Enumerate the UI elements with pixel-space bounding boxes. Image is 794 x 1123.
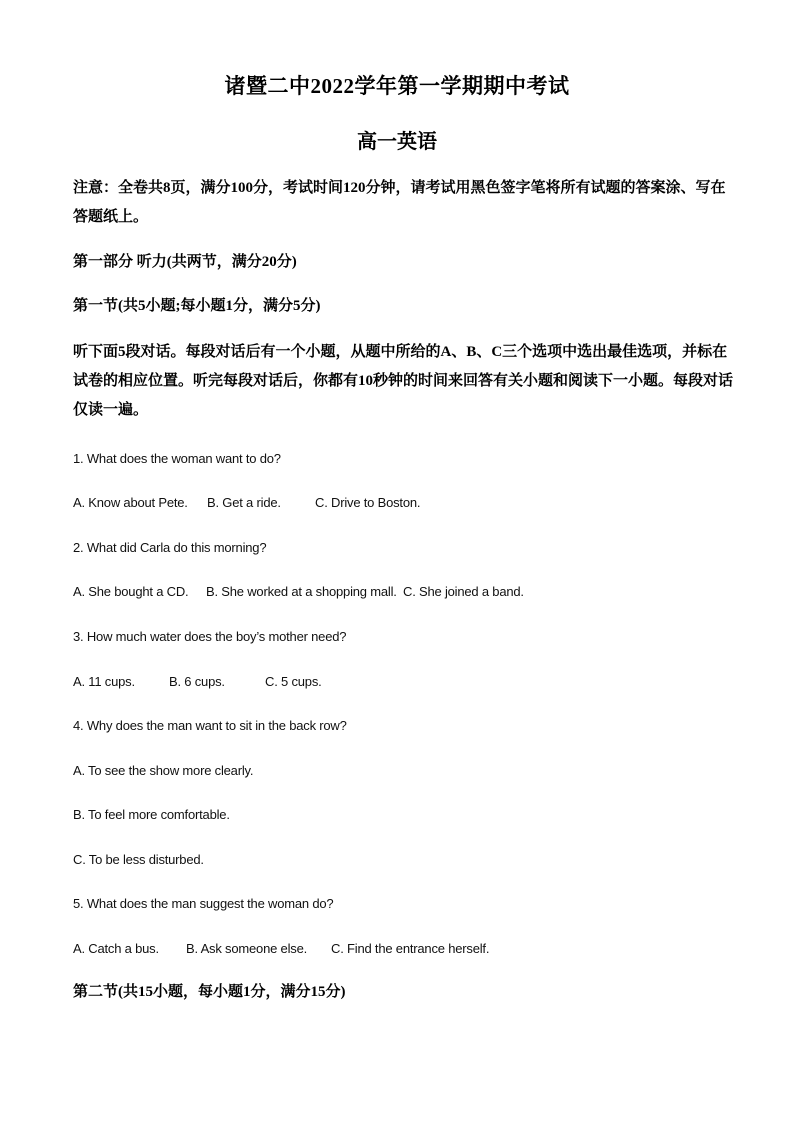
option-b: B. 6 cups.	[169, 674, 225, 689]
question-options-5	[73, 941, 753, 956]
option-c: C. Find the entrance herself.	[331, 941, 490, 956]
question-stem-4: 4. Why does the man want to sit in the back row?	[73, 718, 347, 733]
exam-title: 诸暨二中2022学年第一学期期中考试	[224, 74, 570, 98]
section1-heading: 第一节(共5小题;每小题1分，满分5分)	[73, 298, 321, 314]
question-options-2	[73, 584, 753, 599]
question-options-3	[73, 674, 753, 689]
option-c: C. 5 cups.	[265, 674, 322, 689]
question-stem-5: 5. What does the man suggest the woman do?	[73, 896, 334, 911]
option-c-line: C. To be less disturbed.	[73, 852, 204, 867]
exam-notice: 注意：全卷共8页，满分100分，考试时间120分钟，请考试用黑色签字笔将所有试题的答案涂、写在答题纸上。	[73, 180, 726, 225]
section2-heading: 第二节(共15小题，每小题1分，满分15分)	[73, 984, 346, 1000]
question-stem-2: 2. What did Carla do this morning?	[73, 540, 267, 555]
question-options-1	[73, 495, 753, 510]
option-b: B. Ask someone else.	[186, 941, 308, 956]
question-stem-1: 1. What does the woman want to do?	[73, 451, 281, 466]
option-b-line: B. To feel more comfortable.	[73, 807, 230, 822]
subject-title: 高一英语	[357, 131, 437, 153]
option-b: B. Get a ride.	[207, 495, 281, 510]
option-b: B. She worked at a shopping mall.	[206, 584, 397, 599]
option-a: A. She bought a CD.	[73, 584, 189, 599]
option-a-line: A. To see the show more clearly.	[73, 763, 254, 778]
part1-heading: 第一部分 听力(共两节，满分20分)	[73, 254, 297, 270]
question-stem-3: 3. How much water does the boy’s mother need?	[73, 629, 347, 644]
option-c: C. She joined a band.	[403, 584, 524, 599]
option-a: A. Catch a bus.	[73, 941, 159, 956]
listening-instructions: 听下面5段对话。每段对话后有一个小题，从题中所给的A、B、C三个选项中选出最佳选项，并标在试卷的相应位置。听完每段对话后，你都有10秒钟的时间来回答有关小题和阅读下一小题。每段对话仅读一遍。	[73, 344, 734, 418]
option-c: C. Drive to Boston.	[315, 495, 421, 510]
option-a: A. 11 cups.	[73, 674, 135, 689]
option-a: A. Know about Pete.	[73, 495, 188, 510]
